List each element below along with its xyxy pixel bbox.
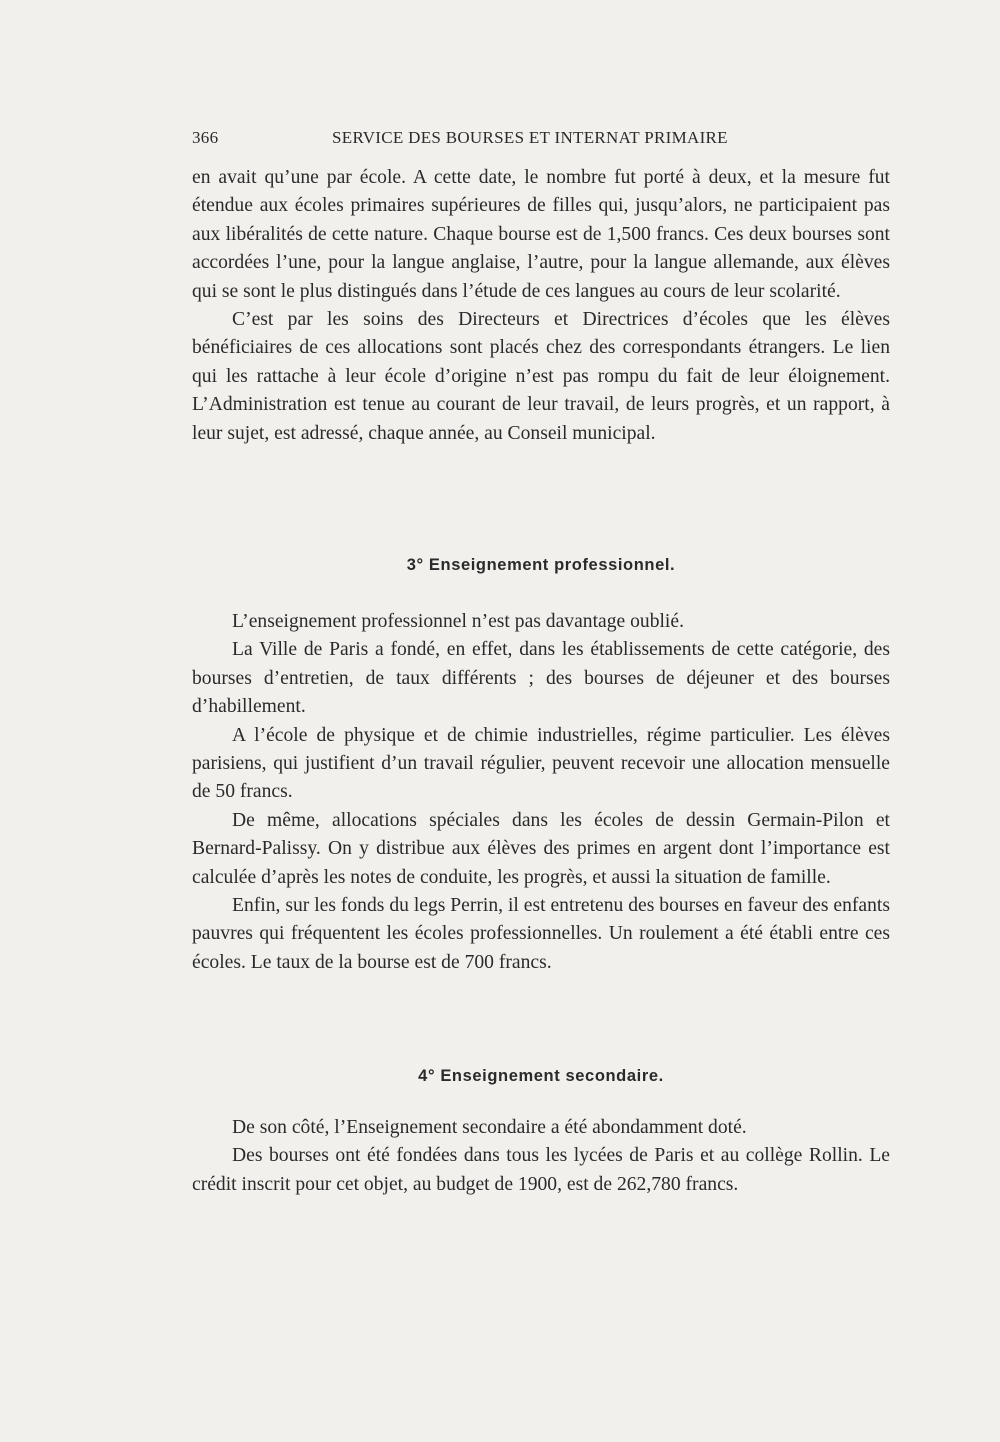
paragraph: C’est par les soins des Directeurs et Directrices d’écoles que les élèves bénéficiaires de ces allocations sont placés chez des correspondants étrangers. Le lien qui les rattache à leur école d’origine n’est pas rompu du fait de leur éloignement. L’Administration est tenue au courant de leur travail, de leurs progrès, et un rapport, à leur sujet, est adressé, chaque année, au Conseil municipal. [192,309,890,444]
paragraph: Des bourses ont été fondées dans tous les lycées de Paris et au collège Rollin. Le crédit inscrit pour cet objet, au budget de 1900, est de 262,780 francs. [192,1145,890,1195]
opening-text-block [192,164,890,448]
paragraph: De son côté, l’Enseignement secondaire a été abondamment doté. [232,1117,747,1138]
secondary-section-text [192,1114,890,1199]
section-heading-secondary: 4° Enseignement secondaire. [418,1067,664,1085]
paragraph: en avait qu’une par école. A cette date, le nombre fut porté à deux, et la mesure fut étendue aux écoles primaires supérieures de filles qui, jusqu’alors, ne participaient pas aux libéralités de cette nature. Chaque bourse est de 1,500 francs. Ces deux bourses sont accordées l’une, pour la langue anglaise, l’autre, pour la langue allemande, aux élèves qui se sont le plus distingués dans l’étude de ces langues au cours de leur scolarité. [192,167,890,302]
paragraph: A l’école de physique et de chimie industrielles, régime particulier. Les élèves parisiens, qui justifient d’un travail régulier, peuvent recevoir une allocation mensuelle de 50 francs. [192,724,890,803]
page-number: 366 [192,128,219,147]
running-title: SERVICE DES BOURSES ET INTERNAT PRIMAIRE [332,128,728,147]
paragraph: Enfin, sur les fonds du legs Perrin, il est entretenu des bourses en faveur des enfants pauvres qui fréquentent les écoles professionnelles. Un roulement a été établi entre ces écoles. Le taux de la bourse est de 700 francs. [192,895,890,973]
paragraph: De même, allocations spéciales dans les écoles de dessin Germain-Pilon et Bernard-Palissy. On y distribue aux élèves des primes en argent dont l’importance est calculée d’après les notes de conduite, les progrès, et aussi la situation de famille. [192,809,890,888]
paragraph: L’enseignement professionnel n’est pas davantage oublié. [232,611,684,632]
paragraph: La Ville de Paris a fondé, en effet, dans les établissements de cette catégorie, des bourses d’entretien, de taux différents ; des bourses de déjeuner et des bourses d’habillement. [192,639,890,718]
professional-section-text [192,608,890,977]
section-heading-professional: 3° Enseignement professionnel. [406,556,676,574]
running-head [192,128,892,150]
